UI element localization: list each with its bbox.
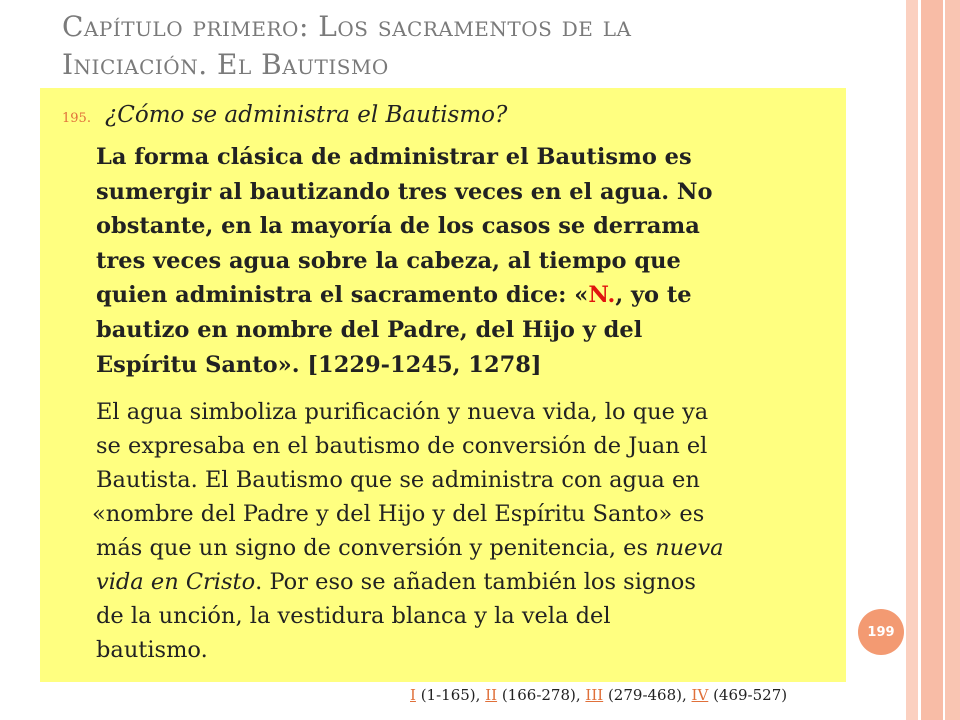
nav-link-part-2[interactable]: II [485,686,498,704]
nav-range: (469-527) [708,686,788,704]
answer-line: Espíritu Santo». [1229-1245, 1278] [96,351,542,378]
question [62,100,822,134]
explanation-paragraph [92,395,846,667]
paragraph-line [92,531,846,565]
paragraph-line [92,565,846,599]
paragraph-italic-text: vida en Cristo [96,569,256,595]
answer-line: , yo te [615,282,692,309]
answer-line: sumergir al bautizando tres veces en el agua. No [96,178,713,205]
decorative-side-stripes [906,0,960,720]
question-number: 195. [62,111,91,126]
page-number-badge [858,609,904,655]
slide-title-line-2: Iniciación. El Bautismo [62,48,389,81]
footer-navigation [410,686,850,704]
nav-range: (1-165), [415,686,486,704]
paragraph-line: «nombre del Padre y del Hijo y del Espíritu Santo» es [92,501,705,527]
nav-range: (166-278), [497,686,586,704]
slide-title-line-1: Capítulo primero: Los sacramentos de la [62,10,632,43]
nav-link-part-4[interactable]: IV [691,686,709,704]
slide-title [62,8,842,84]
paragraph-text: más que un signo de conversión y penitencia, es [96,535,656,561]
page-number: 199 [867,624,895,640]
answer-line: bautizo en nombre del Padre, del Hijo y del [96,316,643,343]
answer-line: obstante, en la mayoría de los casos se derrama [96,213,700,240]
nav-range: (279-468), [603,686,692,704]
nav-link-part-1[interactable]: I [410,686,416,704]
answer-line: tres veces agua sobre la cabeza, al tiempo que [96,247,681,274]
question-text: ¿Cómo se administra el Bautismo? [104,102,508,128]
paragraph-line: Bautista. El Bautismo que se administra con agua en [96,467,700,493]
paragraph-line: El agua simboliza purificación y nueva vida, lo que ya [96,399,709,425]
paragraph-line: de la unción, la vestidura blanca y la vela del [96,603,611,629]
paragraph-line: bautismo. [96,637,208,663]
paragraph-italic-text: nueva [655,535,724,561]
paragraph-line: se expresaba en el bautismo de conversión de Juan el [96,433,708,459]
answer-line: La forma clásica de administrar el Bautismo es [96,144,692,170]
answer-line: quien administra el sacramento dice: « [96,282,589,309]
nav-link-part-3[interactable]: III [585,686,604,704]
answer-bold-text [96,140,836,382]
paragraph-text: . Por eso se añaden también los signos [255,569,696,595]
name-placeholder-highlight: N. [588,282,616,309]
